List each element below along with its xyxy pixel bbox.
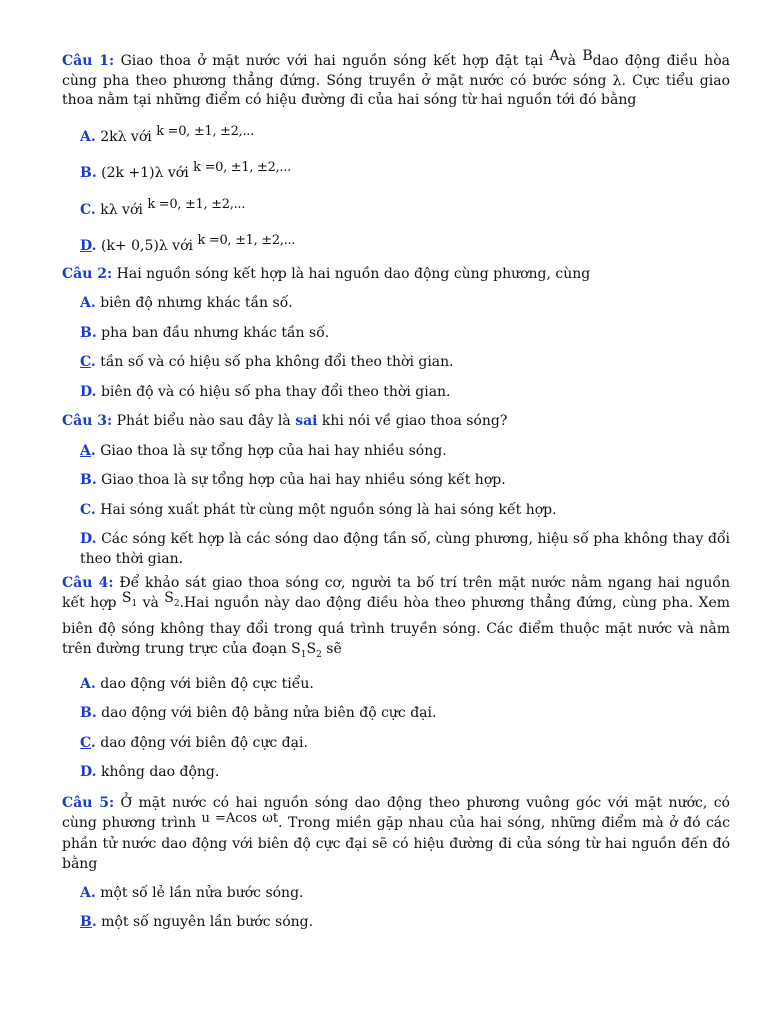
q1-option-d[interactable]: D. (k+ 0,5)λ với k =0, ±1, ±2,... (80, 233, 296, 254)
q4-option-a[interactable]: A. dao động với biên độ cực tiểu. (80, 675, 314, 692)
question-2-label: Câu 2: (62, 265, 113, 282)
q1-option-b[interactable]: B. (2k +1)λ với k =0, ±1, ±2,... (80, 160, 291, 181)
q4-option-b[interactable]: B. dao động với biên độ bằng nửa biên độ cực đại. (80, 705, 437, 722)
question-4: Câu 4: Để khảo sát giao thoa sóng cơ, người ta bố trí trên mặt nước nằm ngang hai nguồn kết hợp $S_1$ và $S_2.Hai$ nguồn này dao động điều hòa theo phương thẳng đứng, cùng pha. Xem biên độ sóng không thay đổi trong quá trình truyền sóng. Các điểm thuộc mặt nước và nằm trên đường trung trực của đoạn $S_1S_2$ sẽ (62, 575, 731, 660)
q3-option-d[interactable]: D. Các sóng kết hợp là các sóng dao động tần số, cùng phương, hiệu số pha không thay đổi theo thời gian. (80, 531, 730, 567)
q2-option-a[interactable]: A. biên độ nhưng khác tần số. (80, 295, 293, 311)
q1-option-c[interactable]: C. kλ với k =0, ±1, ±2,... (80, 196, 246, 218)
question-1: Câu 1: Giao thoa ở mặt nước với hai nguồn sóng kết hợp đặt tại Avà Bdao động điều hòa cùng pha theo phương thẳng đứng. Sóng truyền ở mặt nước có bước sóng λ. Cực tiểu giao thoa nằm tại những điểm có hiệu đường đi của hai sóng từ hai nguồn tới đó bằng (62, 48, 730, 108)
question-1-label: Câu 1: (62, 53, 115, 69)
q1-option-a[interactable]: A. 2kλ với k =0, ±1, ±2,... (80, 123, 254, 145)
q3-option-c[interactable]: C. Hai sóng xuất phát từ cùng một nguồn sóng là hai sóng kết hợp. (80, 501, 557, 518)
q2-option-b[interactable]: B. pha ban đầu nhưng khác tần số. (80, 324, 330, 341)
question-4-label: Câu 4: (62, 575, 114, 591)
q3-option-a[interactable]: A. Giao thoa là sự tổng hợp của hai hay nhiều sóng. (80, 442, 447, 459)
q2-option-d[interactable]: D. biên độ và có hiệu số pha thay đổi theo thời gian. (80, 383, 451, 400)
q5-option-a[interactable]: A. một số lẻ lần nửa bước sóng. (80, 884, 304, 901)
question-5: Câu 5: Ở mặt nước có hai nguồn sóng dao động theo phương vuông góc với mặt nước, có cùng phương trình u =Acos ωt. Trong miền gặp nhau của hai sóng, những điểm mà ở đó các phần tử nước dao động với biên độ cực đại sẽ có hiệu đường đi của sóng từ hai nguồn đến đó bằng (62, 794, 730, 872)
emphasis-sai: sai (295, 413, 318, 429)
question-5-label: Câu 5: (62, 794, 115, 811)
question-3: Câu 3: Phát biểu nào sau đây là sai khi nói về giao thoa sóng? (62, 413, 508, 429)
q4-option-d[interactable]: D. không dao động. (80, 764, 220, 781)
q4-option-c[interactable]: C. dao động với biên độ cực đại. (80, 734, 308, 751)
q2-option-c[interactable]: C. tần số và có hiệu số pha không đổi theo thời gian. (80, 354, 454, 370)
document-page (62, 48, 731, 933)
question-3-label: Câu 3: (62, 413, 113, 429)
q5-option-b[interactable]: B. một số nguyên lần bước sóng. (80, 914, 314, 931)
question-2: Câu 2: Hai nguồn sóng kết hợp là hai nguồn dao động cùng phương, cùng (62, 265, 591, 282)
q3-option-b[interactable]: B. Giao thoa là sự tổng hợp của hai hay nhiều sóng kết hợp. (80, 472, 506, 488)
